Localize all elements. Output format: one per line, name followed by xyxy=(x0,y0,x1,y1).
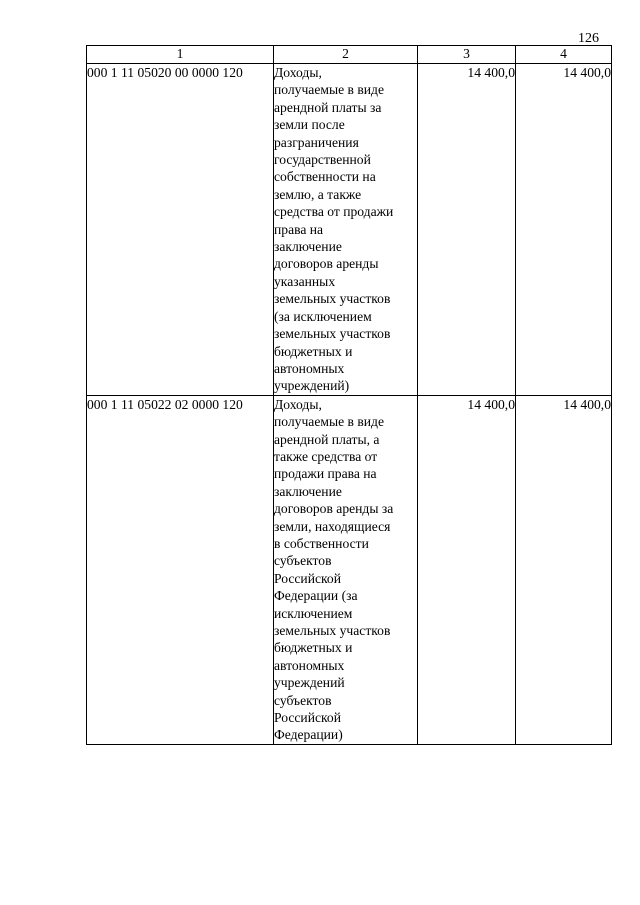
name-line: Доходы, xyxy=(274,396,322,412)
table-row xyxy=(87,64,612,396)
name-line: собственности на xyxy=(274,169,376,185)
name-line: в собственности xyxy=(274,535,369,551)
table-header-row xyxy=(87,46,612,64)
name-line: земельных участков xyxy=(274,623,391,638)
name-line: бюджетных и xyxy=(274,343,353,359)
name-line: разграничения xyxy=(274,134,359,150)
page-number: 126 xyxy=(578,31,599,46)
name-line: договоров аренды за xyxy=(274,501,394,517)
name-line: продажи права на xyxy=(274,466,377,482)
name-line: автономных xyxy=(274,657,345,673)
row-amount-col-3: 14 400,0 xyxy=(418,64,516,396)
name-line: договоров аренды xyxy=(274,256,379,272)
name-line: получаемые в виде xyxy=(274,414,385,430)
row-amount-col-4: 14 400,0 xyxy=(516,64,612,396)
name-line: субъектов xyxy=(274,692,332,708)
name-line: Федерации (за xyxy=(274,588,358,604)
name-line: учреждений) xyxy=(274,378,350,394)
name-line: средства от продажи xyxy=(274,204,394,220)
name-line: получаемые в виде xyxy=(274,82,385,98)
header-col-1: 1 xyxy=(87,46,274,64)
name-line: арендной платы за xyxy=(274,99,382,115)
name-line: заключение xyxy=(274,483,342,499)
row-amount-col-3: 14 400,0 xyxy=(418,395,516,744)
name-line: указанных xyxy=(274,273,336,289)
name-line: Доходы, xyxy=(274,65,322,80)
name-line: земельных участков xyxy=(274,291,391,307)
name-line: (за исключением xyxy=(274,308,372,324)
table-row xyxy=(87,395,612,744)
name-line: автономных xyxy=(274,360,345,376)
name-line: учреждений xyxy=(274,675,345,691)
name-line: Российской xyxy=(274,710,341,726)
name-line: Российской xyxy=(274,570,341,586)
name-line: субъектов xyxy=(274,553,332,569)
name-line: Федерации) xyxy=(274,727,343,743)
row-code: 000 1 11 05020 00 0000 120 xyxy=(87,64,274,396)
name-line: права на xyxy=(274,221,324,237)
name-line: земли после xyxy=(274,117,345,133)
budget-table xyxy=(86,45,612,745)
name-line: исключением xyxy=(274,605,353,621)
row-name xyxy=(274,395,418,744)
row-name xyxy=(274,64,418,396)
name-line: землю, а также xyxy=(274,186,362,202)
name-line: арендной платы, а xyxy=(274,431,380,447)
row-code: 000 1 11 05022 02 0000 120 xyxy=(87,395,274,744)
name-line: государственной xyxy=(274,152,371,168)
name-line: земельных участков xyxy=(274,326,391,342)
name-line: также средства от xyxy=(274,448,378,464)
name-line: заключение xyxy=(274,239,342,255)
header-col-3: 3 xyxy=(418,46,516,64)
header-col-4: 4 xyxy=(516,46,612,64)
name-line: земли, находящиеся xyxy=(274,518,391,534)
header-col-2: 2 xyxy=(274,46,418,64)
row-amount-col-4: 14 400,0 xyxy=(516,395,612,744)
name-line: бюджетных и xyxy=(274,640,353,656)
